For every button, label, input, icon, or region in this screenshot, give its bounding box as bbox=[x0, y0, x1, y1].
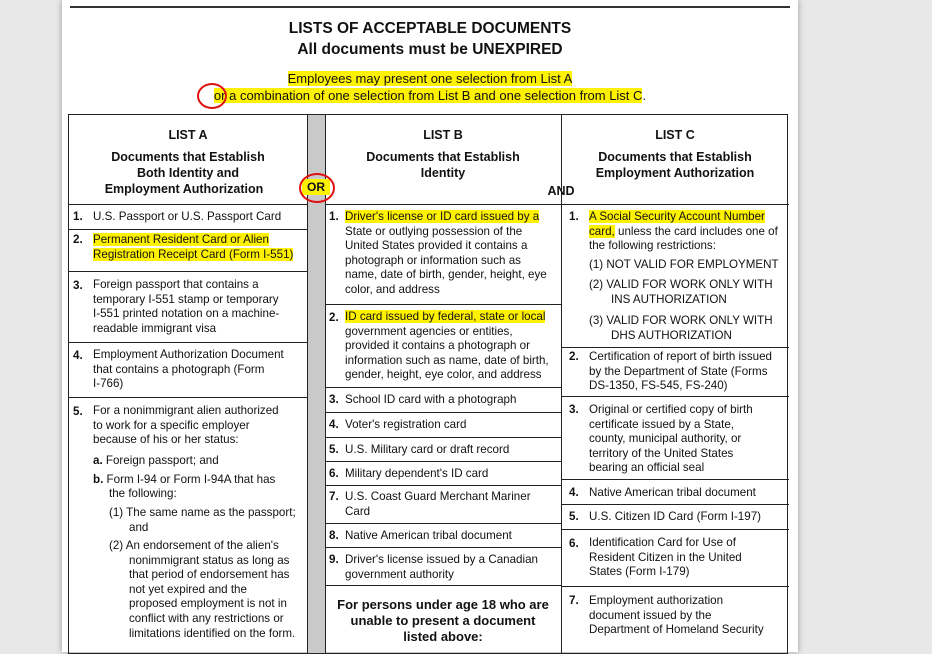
under-18-note-line-3: listed above: bbox=[403, 629, 483, 644]
list-a-item-5a bbox=[93, 454, 219, 469]
list-c-item-2-line-1: Certification of report of birth issued bbox=[589, 350, 773, 363]
list-b-rule-4 bbox=[325, 437, 561, 438]
instruction-text-1: Employees may present one selection from List A bbox=[287, 71, 573, 86]
list-a-item-5-line-2: to work for a specific employer bbox=[93, 418, 250, 432]
list-c-item-1 bbox=[589, 210, 778, 254]
list-c-item-1-number: 1. bbox=[569, 210, 579, 223]
list-a-rule-2 bbox=[69, 271, 307, 272]
list-c-item-4-number: 4. bbox=[569, 486, 579, 499]
list-a-item-5b2-line-7: limitations identified on the form. bbox=[129, 626, 296, 640]
page-title: LISTS OF ACCEPTABLE DOCUMENTS bbox=[288, 20, 572, 37]
list-a-desc-3: Employment Authorization bbox=[104, 182, 264, 196]
list-c-item-3-number: 3. bbox=[569, 403, 579, 416]
list-b-rule-7 bbox=[325, 523, 561, 524]
list-c-item-2-line-3: DS-1350, FS-545, FS-240) bbox=[589, 379, 728, 393]
list-c-item-5-number: 5. bbox=[569, 510, 579, 523]
list-c-item-3 bbox=[589, 403, 753, 476]
list-b-item-3-number: 3. bbox=[329, 393, 339, 406]
list-a-item-1 bbox=[93, 210, 281, 225]
list-a-item-5b2-line-5: proposed employment is not in bbox=[129, 597, 287, 611]
list-b-item-2-line-1: ID card issued by federal, state or local bbox=[345, 310, 546, 323]
list-c-item-7-line-1: Employment authorization bbox=[589, 594, 724, 607]
list-c-item-6-line-1: Identification Card for Use of bbox=[589, 536, 736, 549]
list-b-rule-1 bbox=[325, 304, 561, 305]
list-a-rule-4 bbox=[69, 397, 307, 398]
list-a-desc-2: Both Identity and bbox=[136, 166, 240, 180]
list-a-item-5 bbox=[93, 404, 279, 448]
list-b-desc-2: Identity bbox=[420, 166, 466, 180]
list-c-rule-4 bbox=[561, 504, 789, 505]
list-b-rule-5 bbox=[325, 461, 561, 462]
list-c-item-6-number: 6. bbox=[569, 537, 579, 550]
list-a-item-3-line-2: temporary I-551 stamp or temporary bbox=[93, 292, 279, 306]
instruction-text-2: a combination of one selection from List B and one selection from List C bbox=[225, 88, 643, 103]
header-rule-b bbox=[325, 204, 561, 205]
list-a-rule-1 bbox=[69, 229, 307, 230]
list-a-item-5b2-line-3: that period of endorsement has bbox=[129, 568, 290, 582]
list-b-item-2-number: 2. bbox=[329, 311, 339, 324]
list-a-item-5b2-line-6: conflict with any restrictions or bbox=[129, 611, 284, 625]
list-c-rule-2 bbox=[561, 396, 789, 397]
list-c-item-1-line-2a: card, bbox=[589, 224, 615, 238]
list-a-item-5a-text: Foreign passport; and bbox=[105, 454, 219, 467]
list-b-item-3: School ID card with a photograph bbox=[345, 393, 517, 406]
list-b-item-7-number: 7. bbox=[329, 490, 339, 503]
list-a-item-5b-label: b. bbox=[93, 473, 104, 486]
list-a-item-2-line-1: Permanent Resident Card or Alien bbox=[93, 233, 269, 246]
list-c-restriction-2-line-1: (2) VALID FOR WORK ONLY WITH bbox=[589, 278, 773, 291]
instruction-line-1 bbox=[62, 71, 798, 86]
list-c-item-1-line-1: A Social Security Account Number bbox=[589, 210, 765, 223]
list-c-item-6-line-2: Resident Citizen in the United bbox=[589, 550, 742, 564]
list-a-item-3-number: 3. bbox=[73, 279, 83, 292]
list-c-item-3-line-1: Original or certified copy of birth bbox=[589, 403, 753, 416]
list-a-item-5b1-line-2: and bbox=[129, 520, 149, 534]
list-a-item-5b-line-1: Form I-94 or Form I-94A that has bbox=[106, 473, 276, 486]
list-c-item-7-line-3: Department of Homeland Security bbox=[589, 623, 764, 637]
list-b-item-7 bbox=[345, 490, 531, 519]
list-b-item-2-line-5: gender, height, eye color, and address bbox=[345, 368, 542, 382]
list-a-item-2-number: 2. bbox=[73, 233, 83, 246]
list-a-item-5a-label: a. bbox=[93, 454, 103, 467]
list-c-restriction-3-line-1: (3) VALID FOR WORK ONLY WITH bbox=[589, 314, 773, 327]
list-b-item-1-line-2: State or outlying possession of the bbox=[345, 224, 523, 238]
list-c-item-2-line-2: by the Department of State (Forms bbox=[589, 364, 768, 378]
list-a-item-5b2-line-1: (2) An endorsement of the alien's bbox=[109, 539, 279, 552]
list-a-rule-3 bbox=[69, 342, 307, 343]
list-a-item-2 bbox=[93, 233, 293, 262]
list-b-item-4: Voter's registration card bbox=[345, 418, 467, 431]
list-a-item-4-line-3: I-766) bbox=[93, 377, 124, 391]
list-b-item-2-line-2: government agencies or entities, bbox=[345, 324, 513, 338]
list-a-item-5b-line-2: the following: bbox=[109, 487, 177, 500]
list-c-item-6-line-3: States (Form I-179) bbox=[589, 565, 690, 579]
list-c-item-3-line-3: county, municipal authority, or bbox=[589, 432, 742, 446]
list-b-rule-3 bbox=[325, 412, 561, 413]
list-b-rule-2 bbox=[325, 387, 561, 388]
documents-table bbox=[68, 114, 788, 654]
list-c-item-7-number: 7. bbox=[569, 594, 579, 607]
list-a-item-5b1 bbox=[109, 506, 296, 535]
list-a-item-3-line-3: I-551 printed notation on a machine- bbox=[93, 307, 280, 321]
list-a-item-2-line-2: Registration Receipt Card (Form I-551) bbox=[93, 247, 294, 261]
list-a-item-5-line-1: For a nonimmigrant alien authorized bbox=[93, 404, 279, 417]
list-a-title: LIST A bbox=[168, 128, 208, 142]
list-c-restriction-3 bbox=[589, 314, 773, 343]
list-c-item-1-line-3: the following restrictions: bbox=[589, 239, 716, 253]
list-c-restriction-3-line-2: DHS AUTHORIZATION bbox=[611, 328, 732, 342]
list-b-item-4-number: 4. bbox=[329, 418, 339, 431]
list-c-rule-6 bbox=[561, 586, 789, 587]
list-c-item-3-line-5: bearing an official seal bbox=[589, 461, 705, 475]
list-c-item-5: U.S. Citizen ID Card (Form I-197) bbox=[589, 510, 762, 523]
list-c-restriction-2 bbox=[589, 278, 773, 307]
and-label: AND bbox=[547, 184, 575, 198]
list-b-item-1-line-4: photograph or information such as bbox=[345, 253, 521, 267]
top-rule bbox=[70, 6, 790, 8]
list-b-rule-6 bbox=[325, 485, 561, 486]
list-a-item-4-line-1: Employment Authorization Document bbox=[93, 348, 284, 361]
list-a-item-4-number: 4. bbox=[73, 349, 83, 362]
list-b-item-1-line-1: Driver's license or ID card issued by a bbox=[345, 210, 540, 223]
list-b-rule-8 bbox=[325, 547, 561, 548]
list-c-desc-1: Documents that Establish bbox=[598, 150, 752, 164]
list-a-item-5-number: 5. bbox=[73, 405, 83, 418]
document-page bbox=[62, 0, 798, 652]
annotation-circle-or-text bbox=[197, 83, 227, 109]
list-a-item-5b bbox=[93, 473, 275, 488]
list-a-item-5-line-3: because of his or her status: bbox=[93, 433, 239, 447]
list-a-item-3-line-1: Foreign passport that contains a bbox=[93, 278, 259, 291]
list-c-rule-3 bbox=[561, 479, 789, 480]
list-b-item-8-number: 8. bbox=[329, 529, 339, 542]
list-b-item-8: Native American tribal document bbox=[345, 529, 512, 542]
header-rule-c bbox=[561, 204, 789, 205]
list-b-item-9-line-2: government authority bbox=[345, 567, 454, 581]
list-a-item-5b2 bbox=[109, 539, 295, 641]
list-c-item-2 bbox=[589, 350, 772, 394]
under-18-note bbox=[325, 597, 561, 645]
list-b-item-5-number: 5. bbox=[329, 443, 339, 456]
page-subtitle: All documents must be UNEXPIRED bbox=[297, 41, 563, 58]
list-c-item-1-line-2b: unless the card includes one of bbox=[614, 224, 778, 238]
list-a-item-1-line-1: U.S. Passport or U.S. Passport Card bbox=[93, 210, 282, 223]
list-a-item-5b2-line-2: nonimmigrant status as long as bbox=[129, 553, 290, 567]
list-b-item-1-number: 1. bbox=[329, 210, 339, 223]
list-b-item-1-line-6: color, and address bbox=[345, 282, 440, 296]
instruction-period: . bbox=[642, 88, 647, 103]
list-b-item-2-line-4: information such as name, date of birth, bbox=[345, 353, 549, 367]
list-c-item-2-number: 2. bbox=[569, 350, 579, 363]
list-c-restriction-1: (1) NOT VALID FOR EMPLOYMENT bbox=[589, 258, 779, 271]
header-rule-a bbox=[69, 204, 307, 205]
list-c-item-7 bbox=[589, 594, 764, 638]
list-b-item-6: Military dependent's ID card bbox=[345, 467, 489, 480]
list-b-item-1-line-5: name, date of birth, gender, height, eye bbox=[345, 268, 547, 282]
list-b-item-7-line-1: U.S. Coast Guard Merchant Mariner bbox=[345, 490, 531, 503]
list-a-item-4-line-2: that contains a photograph (Form bbox=[93, 362, 265, 376]
list-c-item-7-line-2: document issued by the bbox=[589, 608, 712, 622]
instruction-or: or bbox=[213, 88, 226, 103]
list-b-item-9 bbox=[345, 553, 538, 582]
under-18-note-line-1: For persons under age 18 who are bbox=[337, 597, 549, 612]
list-a-item-5b2-line-4: not yet expired and the bbox=[129, 582, 247, 596]
instruction-line-2 bbox=[62, 88, 798, 103]
list-b-item-5: U.S. Military card or draft record bbox=[345, 443, 510, 456]
list-b-rule-9 bbox=[325, 585, 561, 586]
list-b-item-6-number: 6. bbox=[329, 467, 339, 480]
list-b-item-1 bbox=[345, 210, 547, 298]
list-b-desc-1: Documents that Establish bbox=[366, 150, 520, 164]
or-label: OR bbox=[302, 179, 330, 195]
list-a-item-1-number: 1. bbox=[73, 210, 83, 223]
list-c-item-4: Native American tribal document bbox=[589, 486, 756, 499]
list-c-rule-1 bbox=[561, 347, 789, 348]
list-a-item-5b1-line-1: (1) The same name as the passport; bbox=[109, 506, 296, 519]
under-18-note-line-2: unable to present a document bbox=[350, 613, 536, 628]
list-b-item-9-line-1: Driver's license issued by a Canadian bbox=[345, 553, 538, 566]
list-b-title: LIST B bbox=[423, 128, 463, 142]
list-c-desc-2: Employment Authorization bbox=[595, 166, 755, 180]
list-a-item-3 bbox=[93, 278, 279, 336]
list-c-restriction-2-line-2: INS AUTHORIZATION bbox=[611, 292, 727, 306]
list-b-item-7-line-2: Card bbox=[345, 504, 371, 518]
list-a-item-4 bbox=[93, 348, 284, 392]
list-a-desc-1: Documents that Establish bbox=[111, 150, 265, 164]
list-c-title: LIST C bbox=[655, 128, 695, 142]
list-b-item-9-number: 9. bbox=[329, 553, 339, 566]
list-a-item-3-line-4: readable immigrant visa bbox=[93, 321, 217, 335]
list-b-item-2 bbox=[345, 310, 549, 383]
list-b-item-2-line-3: provided it contains a photograph or bbox=[345, 339, 530, 353]
list-c-item-3-line-4: territory of the United States bbox=[589, 446, 734, 460]
list-b-item-1-line-3: United States provided it contains a bbox=[345, 239, 528, 253]
list-c-item-3-line-2: certificate issued by a State, bbox=[589, 417, 734, 431]
list-c-item-6 bbox=[589, 536, 742, 580]
list-c-rule-5 bbox=[561, 529, 789, 530]
